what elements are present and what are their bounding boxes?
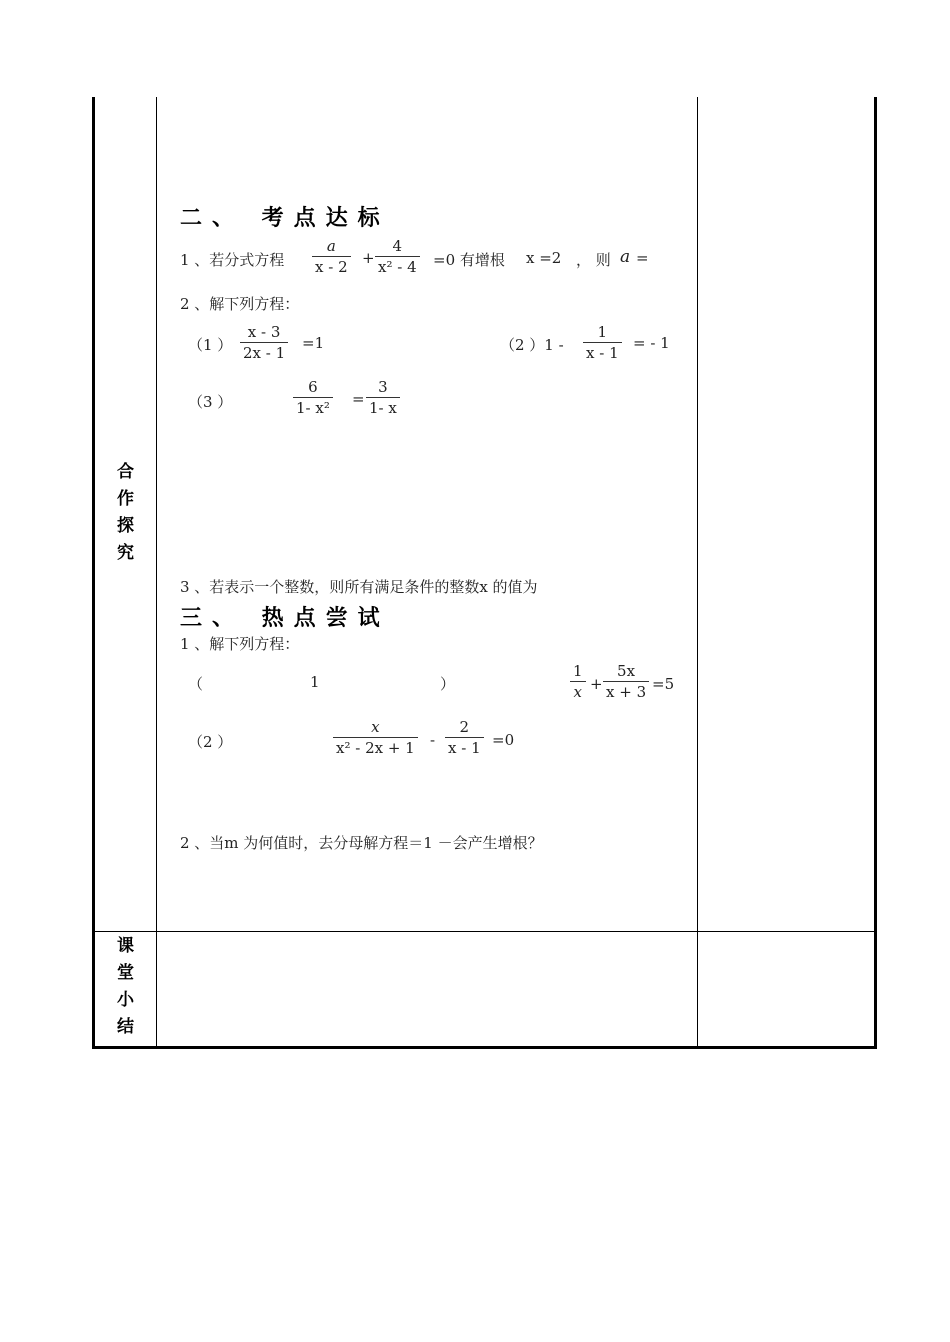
question-text: 3 、若表示一个整数，则所有满足条件的整数x 的值为: [180, 578, 538, 596]
question-text: 1 、若分式方程: [180, 251, 285, 269]
equation-rhs: = - 1: [633, 334, 670, 352]
fraction: [240, 322, 288, 363]
label-char: 究: [117, 543, 134, 563]
plus-sign: +: [590, 675, 603, 693]
section-heading-redian: 三、 热点尝试: [180, 606, 390, 631]
label-char: 合: [117, 462, 134, 482]
numerator: 1: [570, 661, 586, 682]
equation-rhs: =1: [302, 334, 325, 352]
plus-sign: +: [362, 249, 375, 267]
label-char: 小: [117, 990, 134, 1010]
denominator: x - 1: [448, 739, 481, 757]
numerator: x - 3: [240, 322, 288, 343]
math-variable: a: [620, 247, 631, 267]
fraction: [366, 377, 400, 418]
numerator: 2: [445, 717, 484, 738]
denominator: x² - 2x + 1: [336, 739, 415, 757]
denominator: 2x - 1: [243, 344, 286, 362]
denominator: x + 3: [606, 683, 647, 701]
label-char: 堂: [117, 963, 134, 983]
equation-label: （3 ）: [188, 393, 233, 411]
equation-label: （1 ）: [188, 336, 233, 354]
equation-rhs: =5: [652, 675, 675, 693]
equation-label: （2 ）: [188, 733, 233, 751]
row-label-hezuo-tanjiu: [95, 459, 156, 567]
denominator: x - 1: [586, 344, 619, 362]
equation-label: ）: [440, 675, 456, 693]
denominator: 1- x: [369, 399, 397, 417]
equation-rhs: =0: [492, 731, 515, 749]
label-char: 结: [117, 1017, 134, 1037]
section-heading-kaodian: 二、 考点达标: [180, 206, 390, 231]
equals-sign: =: [352, 390, 365, 408]
row-label-ketang-xiaojie: [95, 933, 156, 1041]
denominator: x - 2: [315, 258, 348, 276]
column-divider-left: [156, 97, 157, 1046]
fraction: [570, 661, 586, 702]
lesson-table: [92, 97, 877, 1049]
minus-sign: -: [430, 731, 436, 749]
equals-sign: =: [636, 249, 649, 267]
column-divider-right: [697, 97, 698, 1046]
numerator: 3: [366, 377, 400, 398]
denominator: x: [573, 683, 582, 701]
numerator: x: [371, 718, 380, 736]
fraction: [583, 322, 622, 363]
fraction: [375, 236, 420, 277]
question-text: 1 、解下列方程：: [180, 635, 300, 653]
math-expression: x =2: [526, 249, 562, 267]
question-text: 2 、解下列方程：: [180, 295, 300, 313]
label-char: 作: [117, 489, 134, 509]
equation-number: 1: [310, 673, 320, 691]
denominator: x² - 4: [378, 258, 417, 276]
question-text: ， 则: [576, 251, 611, 269]
question-text: =0 有增根: [433, 251, 505, 269]
fraction: [445, 717, 484, 758]
fraction: [293, 377, 333, 418]
equation-label: （2 ）1 -: [500, 336, 564, 354]
fraction: [333, 717, 418, 758]
numerator: 1: [583, 322, 622, 343]
label-char: 课: [117, 936, 134, 956]
question-text: 2 、当m 为何值时，去分母解方程＝1 －会产生增根？: [180, 834, 543, 852]
equation-label: （: [188, 675, 204, 693]
denominator: 1- x²: [296, 399, 330, 417]
fraction: [312, 236, 351, 277]
numerator: 4: [375, 236, 420, 257]
row-divider: [95, 931, 874, 932]
label-char: 探: [117, 516, 134, 536]
numerator: 5x: [603, 661, 649, 682]
fraction: [603, 661, 649, 702]
numerator: 6: [293, 377, 333, 398]
numerator: a: [326, 237, 336, 255]
